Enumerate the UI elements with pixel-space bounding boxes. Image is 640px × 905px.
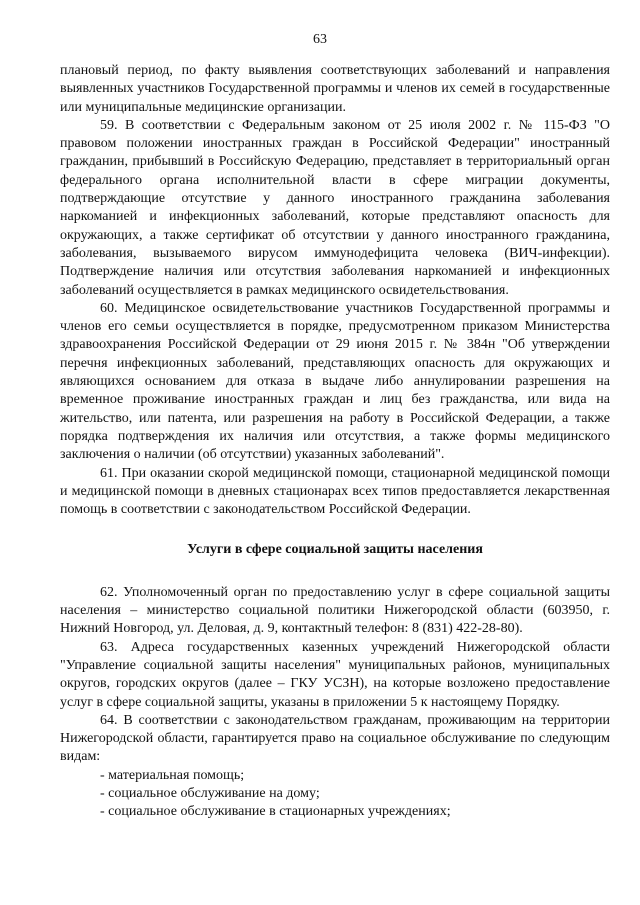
- document-body: [60, 62, 610, 822]
- list-item: - социальное обслуживание на дому;: [100, 785, 320, 801]
- paragraph-64: 64. В соответствии с законодательством гражданам, проживающим на территории Нижегородской области, гарантируется право на социальное обслуживание по следующим видам:: [60, 712, 610, 765]
- page-number: 63: [313, 32, 327, 47]
- paragraph-60: 60. Медицинское освидетельствование участников Государственной программы и членов его семьи осуществляется в порядке, предусмотренном приказом Министерства здравоохранения Российской Федерации от 29 июня 2015 г. № 384н "Об утверждении перечня инфекционных заболеваний, представляющих опасность для окружающих и являющихся основанием для отказа в выдаче либо аннулировании разрешения на временное проживание иностранных граждан и лиц без гражданства, или вида на жительство, или патента, или разрешения на работу в Российской Федерации, а также порядка подтверждения их наличия или отсутствия, а также формы медицинского заключения о наличии (об отсутствии) указанных заболеваний".: [60, 300, 610, 463]
- list-item: - социальное обслуживание в стационарных учреждениях;: [100, 804, 451, 820]
- paragraph-59: 59. В соответствии с Федеральным законом от 25 июля 2002 г. № 115-ФЗ "О правовом положении иностранных граждан в Российской Федерации" иностранный гражданин, прибывший в Российскую Федерацию, представляет в территориальный орган федерального органа исполнительной власти в сфере миграции документы, подтверждающие отсутствие у данного иностранного гражданина заболевания наркоманией и инфекционных заболеваний, которые представляют опасность для окружающих, а также сертификат об отсутствии у данного иностранного гражданина, заболевания, вызываемого вирусом иммунодефицита человека (ВИЧ-инфекции). Подтверждение наличия или отсутствия заболевания наркоманией и инфекционных заболеваний осуществляется в рамках медицинского освидетельствования.: [60, 117, 610, 298]
- paragraph-63: 63. Адреса государственных казенных учреждений Нижегородской области "Управление социальной защиты населения" муниципальных районов, муниципальных округов, городских округов (далее – ГКУ УСЗН), на которые возложено предоставление услуг в сфере социальной защиты, указаны в приложении 5 к настоящему Порядку.: [60, 639, 610, 710]
- paragraph-continuation: плановый период, по факту выявления соответствующих заболеваний и направления выявленных участников Государственной программы и членов их семей в государственные или муниципальные медицинские организации.: [60, 63, 610, 115]
- section-heading: Услуги в сфере социальной защиты населения: [187, 542, 483, 558]
- list-item: - материальная помощь;: [100, 767, 245, 783]
- paragraph-61: 61. При оказании скорой медицинской помощи, стационарной медицинской помощи и медицинской помощи в дневных стационарах всех типов предоставляется лекарственная помощь в соответствии с законодательством Российской Федерации.: [60, 465, 610, 518]
- paragraph-62: 62. Уполномоченный орган по предоставлению услуг в сфере социальной защиты населения – министерство социальной политики Нижегородской области (603950, г. Нижний Новгород, ул. Деловая, д. 9, контактный телефон: 8 (831) 422-28-80).: [60, 584, 610, 637]
